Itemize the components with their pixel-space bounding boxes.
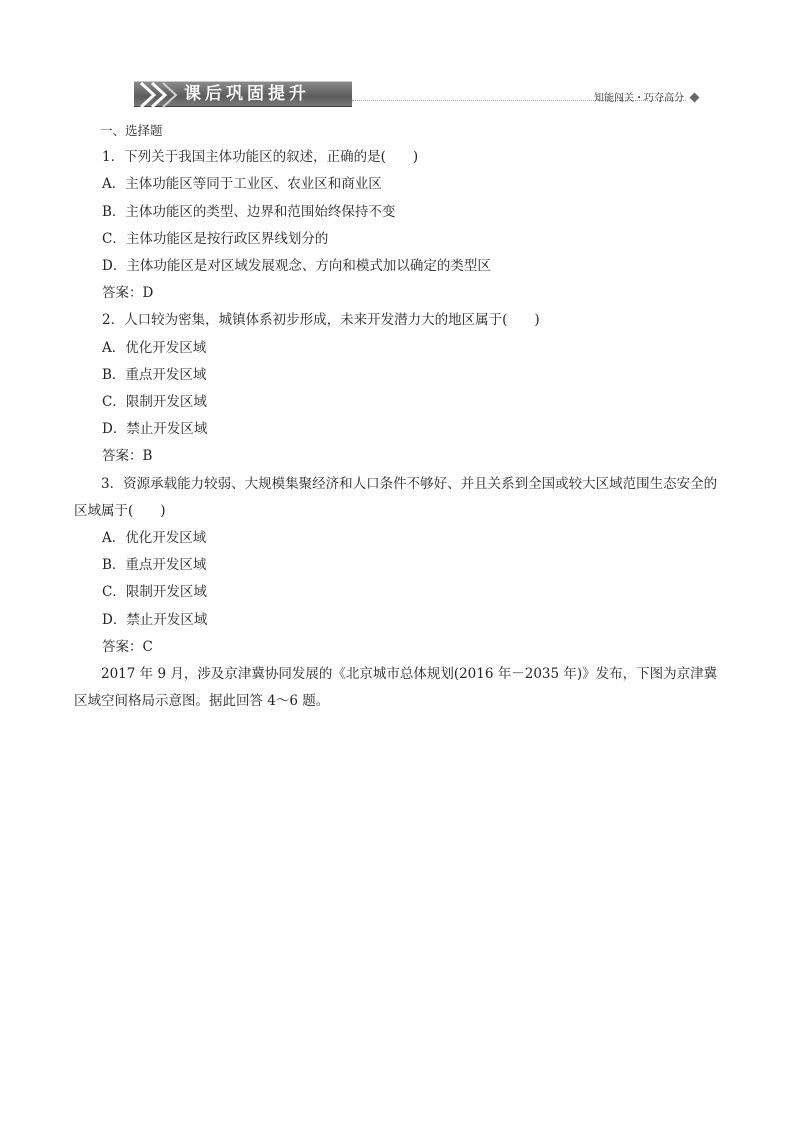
- document-body: [74, 117, 728, 715]
- option-a: A．优化开发区域: [102, 530, 207, 547]
- answer: 答案：B: [102, 448, 153, 465]
- option-c: C．主体功能区是按行政区界线划分的: [102, 230, 329, 247]
- question-stem: 1．下列关于我国主体功能区的叙述，正确的是( ): [102, 149, 419, 166]
- option-d: D．主体功能区是对区域发展观念、方向和模式加以确定的类型区: [102, 258, 491, 275]
- question-stem: 2．人口较为密集，城镇体系初步形成，未来开发潜力大的地区属于( ): [102, 312, 540, 329]
- option-a: A．优化开发区域: [102, 339, 207, 356]
- banner-title: 课后巩固提升: [184, 84, 310, 104]
- answer: 答案：C: [102, 638, 153, 655]
- question-stem: 3．资源承载能力较弱、大规模集聚经济和人口条件不够好、并且关系到全国或较大区域范围生态安全的区域属于( ): [74, 475, 718, 519]
- reading-passage: 2017 年 9 月，涉及京津冀协同发展的《北京城市总体规划(2016 年－2035 年)》发布，下图为京津冀区域空间格局示意图。据此回答 4～6 题。: [74, 666, 718, 710]
- question-3: [74, 471, 728, 661]
- option-d: D．禁止开发区域: [102, 421, 208, 438]
- option-c: C．限制开发区域: [102, 584, 207, 601]
- question-1: [102, 144, 728, 307]
- section-title: 一、选择题: [100, 123, 163, 138]
- option-d: D．禁止开发区域: [102, 611, 208, 628]
- option-c: C．限制开发区域: [102, 394, 207, 411]
- section-banner: [134, 81, 352, 107]
- answer: 答案：D: [102, 285, 154, 302]
- option-b: B．主体功能区的类型、边界和范围始终保持不变: [102, 203, 396, 220]
- double-chevron-icon: [138, 82, 182, 108]
- header-slogan: 知能闯关・巧夺高分: [594, 93, 684, 104]
- diamond-icon: [690, 93, 700, 103]
- option-b: B．重点开发区域: [102, 557, 207, 574]
- option-a: A．主体功能区等同于工业区、农业区和商业区: [102, 176, 382, 193]
- question-2: [102, 307, 728, 470]
- page-header: [134, 76, 700, 110]
- option-b: B．重点开发区域: [102, 366, 207, 383]
